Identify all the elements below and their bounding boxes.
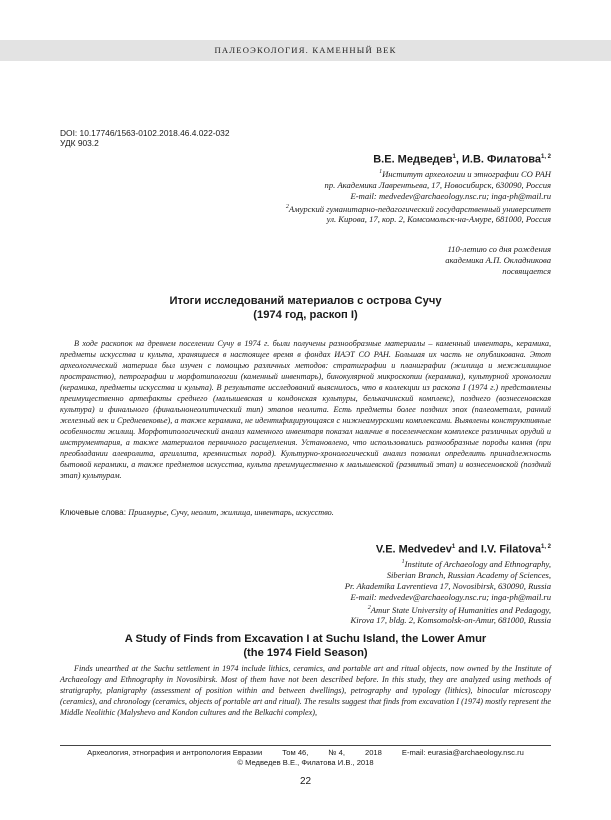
abstract-ru xyxy=(60,338,551,481)
dedication-line: посвящается xyxy=(502,266,551,276)
author-2-sup: 1, 2 xyxy=(540,154,551,160)
aff-ru-email[interactable]: E-mail: medvedev@archaeology.nsc.ru; inga-ph@mail.ru xyxy=(350,190,551,201)
aff-en-line: Kirova 17, bldg. 2, Komsomolsk-on-Amur, 681000, Russia xyxy=(350,615,551,626)
doi[interactable]: DOI: 10.17746/1563-0102.2018.46.4.022-032 xyxy=(60,128,230,138)
aff-en-line: $^1$Institute of Archaeology and Ethnography, xyxy=(401,558,551,569)
title-ru-line: Итоги исследований материалов с острова Сучу xyxy=(169,295,442,307)
footer-journal: Археология, этнография и антропология Евразии xyxy=(87,748,263,757)
aff-en-line: Siberian Branch, Russian Academy of Sciences, xyxy=(386,569,551,580)
authors-ru-block xyxy=(286,150,551,225)
dedication xyxy=(445,244,551,277)
footer-volume: Том 46, xyxy=(282,748,309,757)
aff-en-email[interactable]: E-mail: medvedev@archaeology.nsc.ru; inga-ph@mail.ru xyxy=(350,591,551,602)
dedication-line: 110-летию со дня рождения xyxy=(447,244,551,254)
author-1-name-en: V.E. Medvedev xyxy=(375,543,452,556)
udk: УДК 903.2 xyxy=(60,138,99,148)
aff-en-line: Pr. Akademika Lavrentieva 17, Novosibirsk, 630090, Russia xyxy=(344,580,551,591)
aff-ru-line: $^1$Институт археологии и этнографии СО РАН xyxy=(379,168,551,179)
footer-year: 2018 xyxy=(364,748,382,757)
aff-ru-line: $^2$Амурский гуманитарно-педагогический государственный университет xyxy=(285,203,551,214)
abstract-en xyxy=(60,663,551,718)
authors-en-names xyxy=(345,540,551,557)
aff-ru-line: пр. Академика Лаврентьева, 17, Новосибирск, 630090, Россия xyxy=(324,179,551,190)
abstract-en-text: Finds unearthed at the Suchu settlement in 1974 include lithics, ceramics, and portable art and ritual objects, now owned by the Institute of Archaeology and Ethnography in Novosibirsk. Most of them have not been described before. In this study, they are analyzed using methods of stratigraphy, planigraphy (assessment of position within and between dwellings), petrography and typology (lithics), binocular microscopy (ceramics), and chronology (ceramics, objects of portable art and ritual). The results suggest that finds from excavation I (1974) mostly represent the Middle Neolithic (Malyshevo and Kondon cultures and the Belkachi complex), xyxy=(60,664,551,717)
author-1-name: В.Е. Медведев xyxy=(373,153,453,166)
footer-copyright: © Медведев В.Е., Филатова И.В., 2018 xyxy=(237,758,374,767)
title-en-line: A Study of Finds from Excavation I at Suchu Island, the Lower Amur xyxy=(124,633,487,645)
author-2-name-en: and I.V. Filatova xyxy=(455,543,541,556)
keywords-value: Приамурье, Сучу, неолит, жилища, инвентарь, искусство. xyxy=(128,508,334,517)
keywords-label: Ключевые слова: xyxy=(60,508,126,517)
authors-ru-names xyxy=(286,150,551,167)
aff-ru-line: ул. Кирова, 17, кор. 2, Комсомольск-на-Амуре, 681000, Россия xyxy=(326,214,551,225)
title-en xyxy=(60,632,551,660)
author-2-sup-en: 1, 2 xyxy=(540,544,551,550)
footer-issue: № 4, xyxy=(328,748,345,757)
footer-journal-line xyxy=(60,748,551,758)
page-number: 22 xyxy=(299,776,312,787)
title-en-line: (the 1974 Field Season) xyxy=(243,647,368,659)
footer-email[interactable]: E-mail: eurasia@archaeology.nsc.ru xyxy=(401,748,524,757)
author-1-sup: 1 xyxy=(452,154,456,160)
title-ru xyxy=(60,294,551,322)
abstract-ru-text: В ходе раскопок на древнем поселении Сучу в 1974 г. были получены разнообразные материалы – каменный инвентарь, керамика, предметы искусства и культа, хранящиеся в настоящее время в фондах ИАЭТ СО РАН. Большая их часть не опубликована. Этот археологический материал был изучен с помощью различных методов: стратиграфии и планиграфии (жилища и межжилищное пространство), петрографии и морфотипологии (каменный инвентарь), бинокулярной микроскопии (керамика), культурной хронологии (керамика, предметы искусства и культа). В результате исследований выяснилось, что в коллекции из раскопа I (1974 г.) представлены преимущественно артефакты среднего (малышевская и кондонская культуры, белькачинский комплекс), позднего (вознесеновская культура) и финального (финальнонеолитический тип) этапов неолита. Есть предметы более поздних эпох (палеометалл, ранний железный век и Средневековье), а также керамика, не идентифицирующаяся с нижнеамурскими комплексами. Выявлены конструктивные особенности жилищ. Морфотипологический анализ каменного инвентаря показал наличие в поселенческом комплексе различных орудий и инструментария, а также материалов первичного расщепления. Установлено, что использовались разнообразные породы камня (при преобладании алевролита, аргиллита, кремнистых пород). Культурно-хронологический анализ позволил определить принадлежность бытовой керамики, а также предметов искусства, культа преимущественно к малышевской (развитый этап) и вознесеновской (поздний этап) культурам. xyxy=(60,339,551,480)
title-ru-line: (1974 год, раскоп I) xyxy=(253,309,358,321)
footer-rule xyxy=(60,745,551,746)
author-2-name: , И.В. Филатова xyxy=(455,153,541,166)
author-1-sup-en: 1 xyxy=(451,544,456,550)
keywords-ru xyxy=(60,507,551,518)
aff-en-line: $^2$Amur State University of Humanities and Pedagogy, xyxy=(367,604,551,615)
dedication-line: академика А.П. Окладникова xyxy=(445,255,551,265)
authors-en-block xyxy=(345,540,551,626)
section-header: ПАЛЕОЭКОЛОГИЯ. КАМЕННЫЙ ВЕК xyxy=(0,40,611,61)
